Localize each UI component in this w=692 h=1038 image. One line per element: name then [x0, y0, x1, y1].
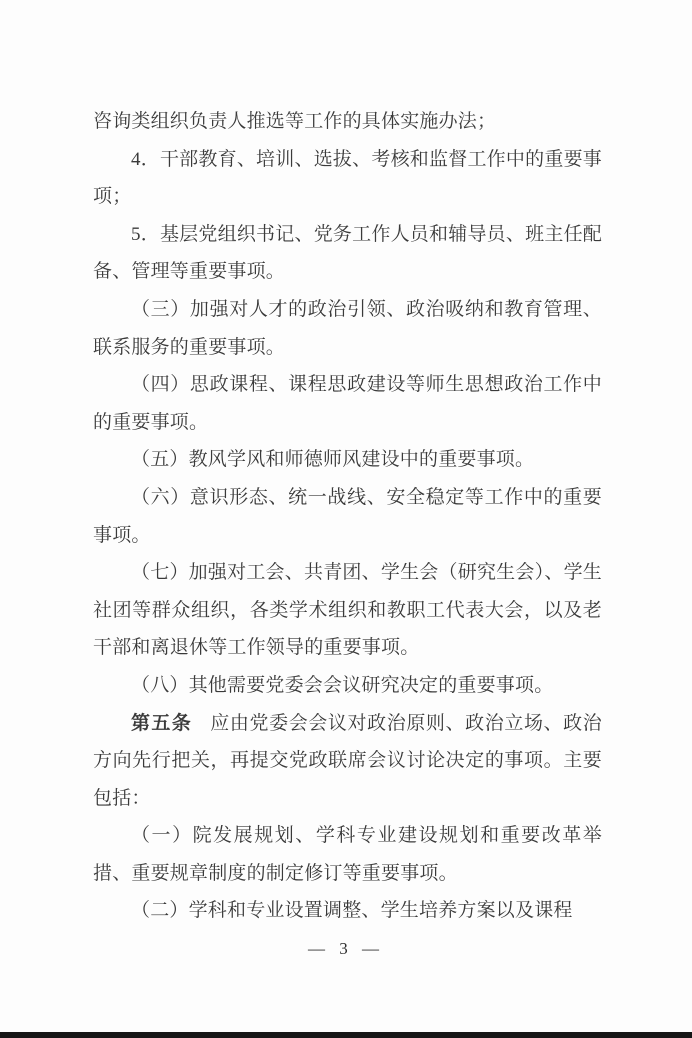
paragraph: [93, 291, 602, 366]
paragraph: [93, 892, 602, 930]
paragraph-text: （七）加强对工会、共青团、学生会（研究生会）、学生社团等群众组织，各类学术组织和教职工代表大会，以及老干部和离退休等工作领导的重要事项。: [93, 562, 602, 659]
scan-edge-bar: [0, 1032, 692, 1038]
paragraph: [93, 366, 602, 441]
paragraph: [93, 554, 602, 667]
paragraph-text: 5．基层党组织书记、党务工作人员和辅导员、班主任配备、管理等重要事项。: [93, 223, 602, 283]
paragraph: [93, 141, 602, 216]
paragraph-text: （六）意识形态、统一战线、安全稳定等工作中的重要事项。: [93, 486, 602, 546]
paragraph-text: （二）学科和专业设置调整、学生培养方案以及课程: [131, 900, 573, 922]
paragraph-text: （五）教风学风和师德师风建设中的重要事项。: [131, 449, 535, 471]
paragraph: [93, 479, 602, 554]
paragraph: [93, 103, 602, 141]
paragraph-text: （八）其他需要党委会会议研究决定的重要事项。: [131, 674, 554, 696]
text-content: [93, 103, 602, 930]
paragraph-text: （一）院发展规划、学科专业建设规划和重要改革举措、重要规章制度的制定修订等重要事项。: [93, 825, 602, 884]
page-number: — 3 —: [308, 939, 384, 958]
paragraph: [93, 216, 602, 291]
paragraph-text: 4．干部教育、培训、选拔、考核和监督工作中的重要事项；: [93, 148, 602, 208]
paragraph-text: 咨询类组织负责人推选等工作的具体实施办法；: [93, 111, 497, 132]
article-heading-bold: 第五条: [131, 712, 193, 734]
paragraph: [93, 705, 602, 818]
paragraph-text: （四）思政课程、课程思政建设等师生思想政治工作中的重要事项。: [93, 374, 602, 433]
paragraph-text: （三）加强对人才的政治引领、政治吸纳和教育管理、联系服务的重要事项。: [93, 298, 602, 358]
paragraph: [93, 667, 602, 705]
paragraph: [93, 817, 602, 892]
paragraph: [93, 441, 602, 479]
paragraph-text: 应由党委会会议对政治原则、政治立场、政治方向先行把关，再提交党政联席会议讨论决定的事项。主要包括：: [93, 712, 602, 809]
